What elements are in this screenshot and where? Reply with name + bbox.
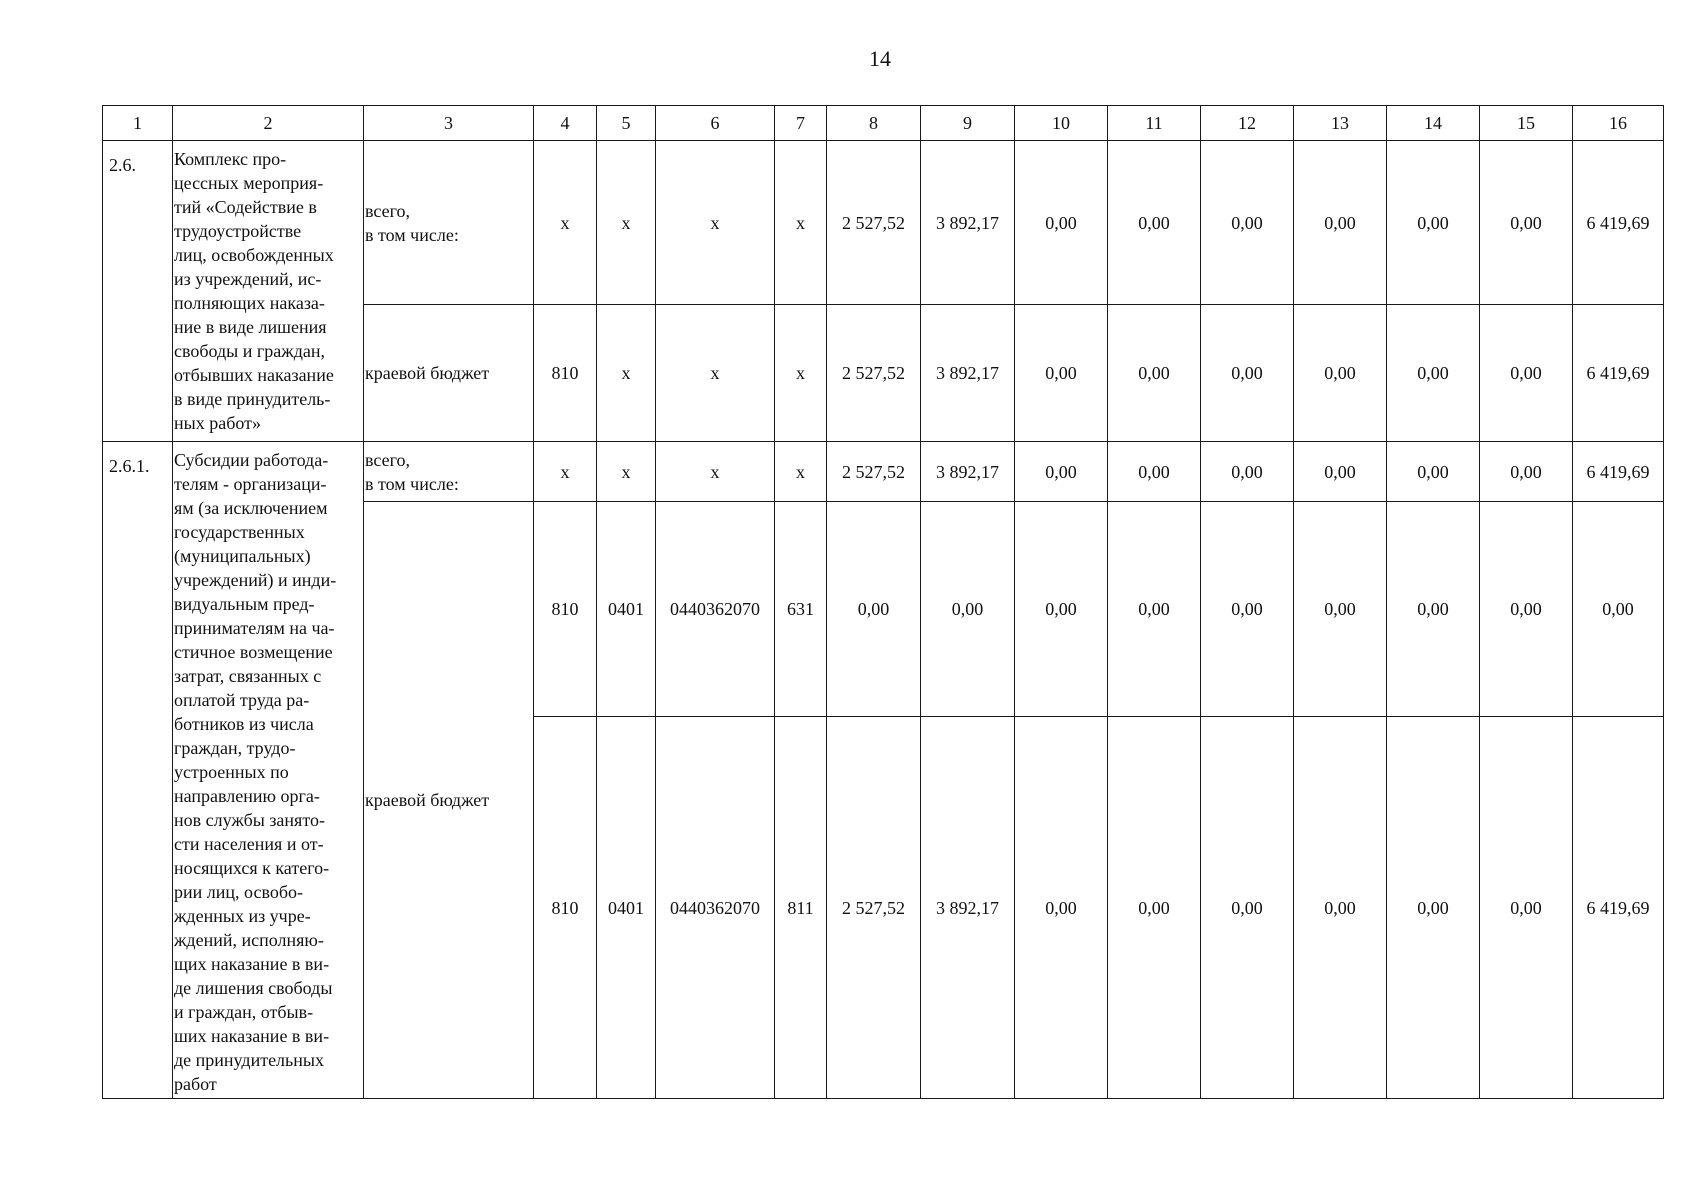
table-cell: 6 419,69 [1573,141,1664,305]
table-cell: 0440362070 [656,502,775,717]
table-cell: 0,00 [1108,442,1201,502]
table-cell: 2 527,52 [827,305,921,442]
header-cell: 4 [534,106,597,141]
table-cell: 0,00 [1387,442,1480,502]
table-cell: х [534,141,597,305]
funding-source: краевой бюджет [364,305,534,442]
table-cell: 810 [534,502,597,717]
table-cell: 6 419,69 [1573,717,1664,1099]
table-cell: 0,00 [1015,305,1108,442]
table-cell: х [775,141,827,305]
table-cell: 0,00 [1294,141,1387,305]
header-cell: 3 [364,106,534,141]
table-cell: х [534,442,597,502]
table-cell: х [597,141,656,305]
table-cell: 0,00 [1108,502,1201,717]
header-cell: 9 [921,106,1015,141]
table-cell: 3 892,17 [921,442,1015,502]
table-cell: 0,00 [1201,442,1294,502]
header-cell: 1 [103,106,173,141]
table-cell: 0,00 [921,502,1015,717]
table-cell: 0,00 [1387,305,1480,442]
table-cell: 0440362070 [656,717,775,1099]
funding-source: краевой бюджет [364,502,534,1099]
funding-source: всего, в том числе: [364,442,534,502]
table-cell: 0,00 [1015,442,1108,502]
table-cell: 810 [534,305,597,442]
table-cell: 0,00 [1294,442,1387,502]
table-cell: 3 892,17 [921,717,1015,1099]
table-cell: 0,00 [1480,442,1573,502]
table-cell: 2 527,52 [827,717,921,1099]
table-cell: 0,00 [1294,717,1387,1099]
table-cell: х [656,442,775,502]
header-cell: 8 [827,106,921,141]
table-cell: 0,00 [1480,717,1573,1099]
table-cell: 2 527,52 [827,141,921,305]
table-cell: 0,00 [1387,502,1480,717]
table-cell: 6 419,69 [1573,305,1664,442]
event-name: Комплекс про- цессных мероприя- тий «Содействие в трудоустройстве лиц, освобожденных из учреждений, ис- полняющих наказа- ние в виде лишения свободы и граждан, отбывших наказание в виде принудитель- ных работ» [173,141,364,442]
row-number: 2.6.1. [103,442,173,1099]
table-cell: 0,00 [1201,305,1294,442]
table-cell: 631 [775,502,827,717]
table-cell: 0,00 [1294,502,1387,717]
header-cell: 12 [1201,106,1294,141]
header-cell: 7 [775,106,827,141]
table-cell: х [597,305,656,442]
funding-source: всего, в том числе: [364,141,534,305]
table-cell: х [597,442,656,502]
table-cell: х [775,442,827,502]
table-cell: 0,00 [1387,141,1480,305]
table-cell: 0,00 [1201,141,1294,305]
event-name: Субсидии работода- телям - организаци- ям (за исключением государственных (муниципальных) учреждений) и инди- видуальным пред- принимателям на ча- стичное возмещение затрат, связанных с оплатой труда ра- ботников из числа граждан, трудо- устроенных по направлению орга- нов службы занято- сти населения и от- носящихся к катего- рии лиц, освобо- жденных из учре- ждений, исполняю- щих наказание в ви- де лишения свободы и граждан, отбыв- ших наказание в ви- де принудительных работ [173,442,364,1099]
table-cell: 0,00 [1015,141,1108,305]
table-cell: 2 527,52 [827,442,921,502]
page-number: 14 [869,46,891,71]
table-cell: х [656,141,775,305]
table-cell: 0,00 [1108,305,1201,442]
table-row [103,141,1664,305]
table-cell: х [656,305,775,442]
row-number: 2.6. [103,141,173,442]
table-row [103,442,1664,502]
table-cell: 0,00 [1480,502,1573,717]
header-cell: 6 [656,106,775,141]
table-cell: х [775,305,827,442]
table-cell: 0,00 [1108,141,1201,305]
header-cell: 5 [597,106,656,141]
table-cell: 0,00 [827,502,921,717]
budget-table [102,105,1664,1099]
header-row [103,106,1664,141]
table-cell: 3 892,17 [921,141,1015,305]
table-cell: 0401 [597,717,656,1099]
table-cell: 0401 [597,502,656,717]
table-cell: 811 [775,717,827,1099]
header-cell: 15 [1480,106,1573,141]
table-cell: 0,00 [1201,717,1294,1099]
table-cell: 0,00 [1294,305,1387,442]
header-cell: 14 [1387,106,1480,141]
table-cell: 0,00 [1015,502,1108,717]
table-cell: 6 419,69 [1573,442,1664,502]
header-cell: 11 [1108,106,1201,141]
table-cell: 0,00 [1015,717,1108,1099]
table-cell: 0,00 [1573,502,1664,717]
table-cell: 0,00 [1480,141,1573,305]
table-cell: 810 [534,717,597,1099]
table-cell: 0,00 [1480,305,1573,442]
table-cell: 0,00 [1201,502,1294,717]
table-cell: 0,00 [1387,717,1480,1099]
table-cell: 0,00 [1108,717,1201,1099]
header-cell: 16 [1573,106,1664,141]
table-cell: 3 892,17 [921,305,1015,442]
header-cell: 10 [1015,106,1108,141]
header-cell: 2 [173,106,364,141]
header-cell: 13 [1294,106,1387,141]
